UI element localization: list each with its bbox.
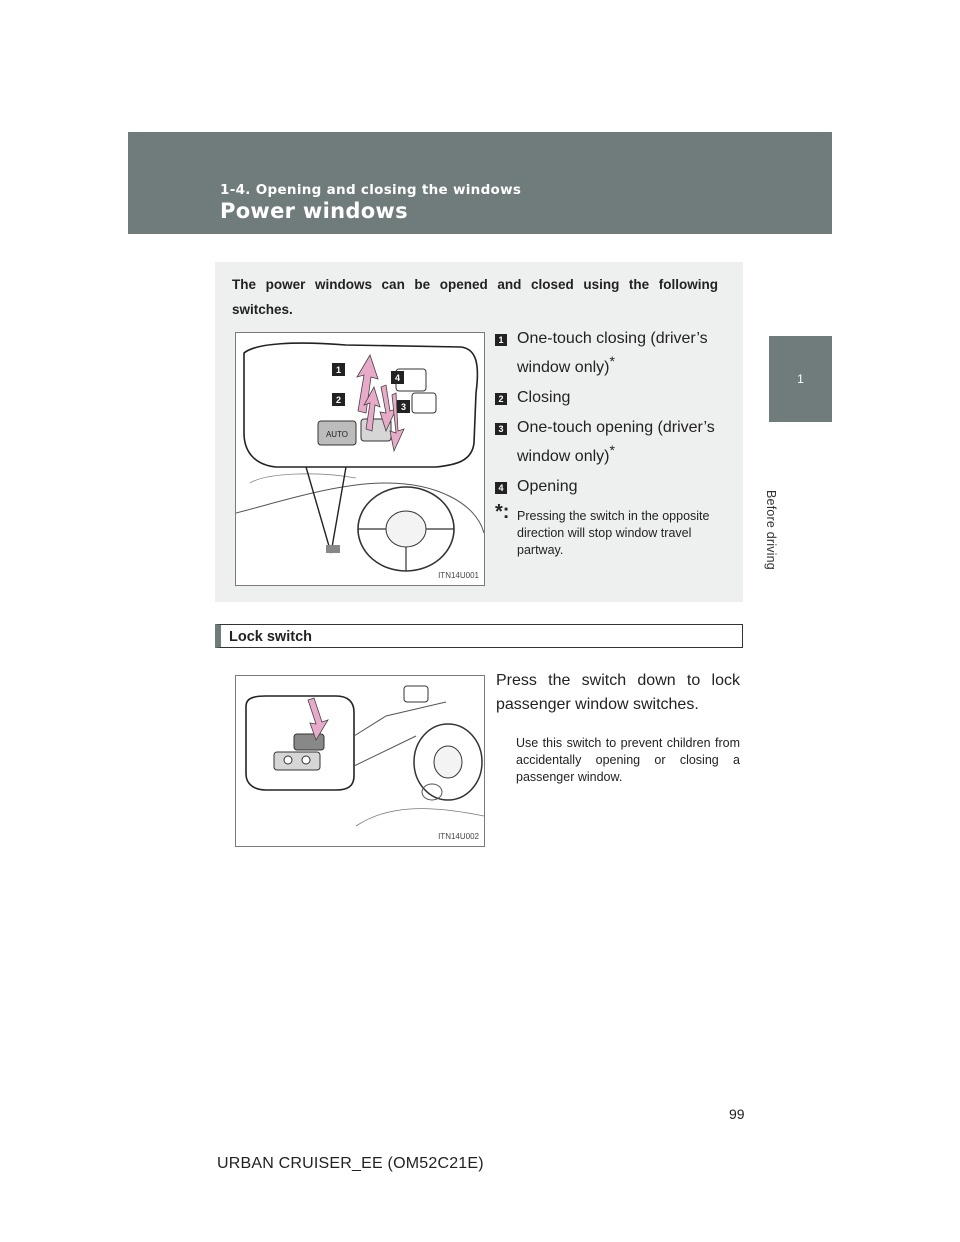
legend-label: Opening — [517, 478, 578, 495]
footnote — [495, 501, 721, 559]
lock-switch-illustration — [236, 676, 484, 846]
document-id: URBAN CRUISER_EE (OM52C21E) — [217, 1155, 484, 1172]
lock-switch-heading: Lock switch — [215, 624, 743, 648]
power-window-figure — [235, 332, 485, 586]
legend-number: 2 — [495, 393, 507, 405]
legend-item — [495, 476, 721, 498]
callout-2: 2 — [335, 395, 342, 405]
footnote-text: Pressing the switch in the opposite direction will stop window travel partway. — [517, 509, 710, 557]
callout-4: 4 — [394, 373, 401, 383]
legend-item — [495, 417, 721, 468]
legend-number: 1 — [495, 334, 507, 346]
legend-item — [495, 387, 721, 409]
figure-code: ITN14U002 — [438, 832, 479, 841]
callout-1: 1 — [335, 365, 342, 375]
legend-item — [495, 328, 721, 379]
chapter-number: 1 — [797, 372, 804, 386]
section-label: 1-4. Opening and closing the windows — [220, 182, 522, 198]
intro-text: The power windows can be opened and closed using the following switches. — [232, 277, 718, 317]
lock-switch-figure — [235, 675, 485, 847]
lock-switch-lead: Press the switch down to lock passenger window switches. — [496, 672, 740, 713]
page-title: Power windows — [220, 199, 408, 223]
lock-switch-note: Use this switch to prevent children from accidentally opening or closing a passenger window. — [516, 736, 740, 784]
header-band — [128, 132, 832, 234]
auto-switch-label: AUTO — [325, 430, 349, 439]
legend-number: 3 — [495, 423, 507, 435]
power-window-illustration — [236, 333, 484, 585]
page-number: 99 — [729, 1106, 745, 1122]
asterisk: * — [609, 442, 615, 458]
legend-label: Closing — [517, 389, 571, 406]
legend-number: 4 — [495, 482, 507, 494]
legend — [495, 328, 721, 559]
chapter-label: Before driving — [764, 490, 778, 570]
chapter-tab — [769, 336, 832, 422]
legend-label: One-touch opening (driver’s window only) — [517, 419, 715, 465]
figure-code: ITN14U001 — [438, 571, 479, 580]
asterisk: * — [609, 353, 615, 369]
callout-3: 3 — [400, 402, 407, 412]
intro-box — [215, 262, 743, 602]
footnote-mark: *: — [495, 501, 510, 523]
legend-label: One-touch closing (driver’s window only) — [517, 330, 708, 376]
